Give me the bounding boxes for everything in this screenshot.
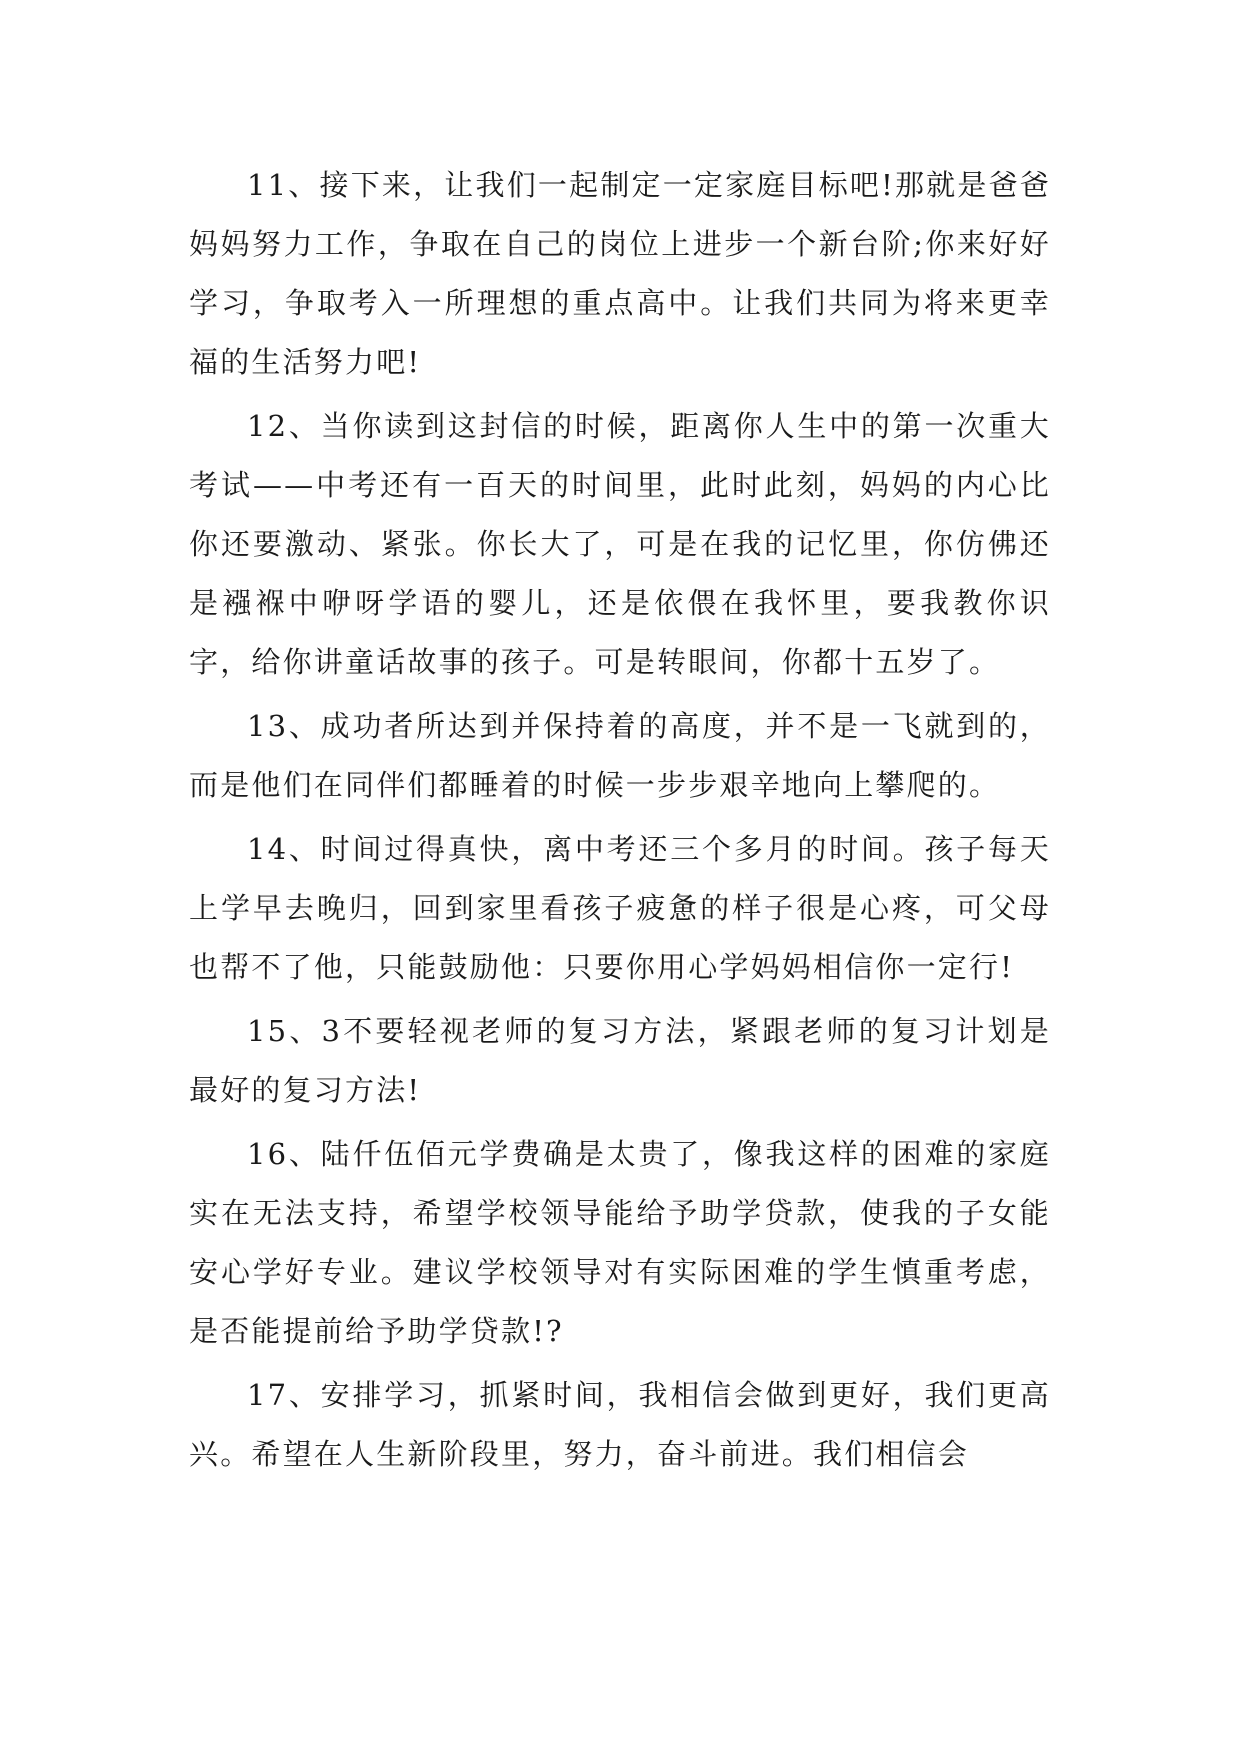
document-body bbox=[189, 156, 1051, 1489]
paragraph-11: 11、接下来，让我们一起制定一定家庭目标吧!那就是爸爸妈妈努力工作，争取在自己的岗位上进步一个新台阶;你来好好学习，争取考入一所理想的重点高中。让我们共同为将来更幸福的生活努力吧! bbox=[189, 168, 1051, 379]
paragraph-15: 15、3不要轻视老师的复习方法，紧跟老师的复习计划是最好的复习方法! bbox=[189, 1014, 1051, 1107]
paragraph-16: 16、陆仟伍佰元学费确是太贵了，像我这样的困难的家庭实在无法支持，希望学校领导能给予助学贷款，使我的子女能安心学好专业。建议学校领导对有实际困难的学生慎重考虑，是否能提前给予助学贷款!? bbox=[189, 1137, 1051, 1348]
paragraph-14: 14、时间过得真快，离中考还三个多月的时间。孩子每天上学早去晚归，回到家里看孩子疲惫的样子很是心疼，可父母也帮不了他，只能鼓励他：只要你用心学妈妈相信你一定行! bbox=[189, 832, 1051, 984]
paragraph-13: 13、成功者所达到并保持着的高度，并不是一飞就到的，而是他们在同伴们都睡着的时候一步步艰辛地向上攀爬的。 bbox=[189, 709, 1051, 802]
paragraph-12: 12、当你读到这封信的时候，距离你人生中的第一次重大考试——中考还有一百天的时间里，此时此刻，妈妈的内心比你还要激动、紧张。你长大了，可是在我的记忆里，你仿佛还是襁褓中咿呀学语的婴儿，还是依偎在我怀里，要我教你识字，给你讲童话故事的孩子。可是转眼间，你都十五岁了。 bbox=[189, 409, 1051, 679]
paragraph-17: 17、安排学习，抓紧时间，我相信会做到更好，我们更高兴。希望在人生新阶段里，努力，奋斗前进。我们相信会 bbox=[189, 1378, 1051, 1471]
